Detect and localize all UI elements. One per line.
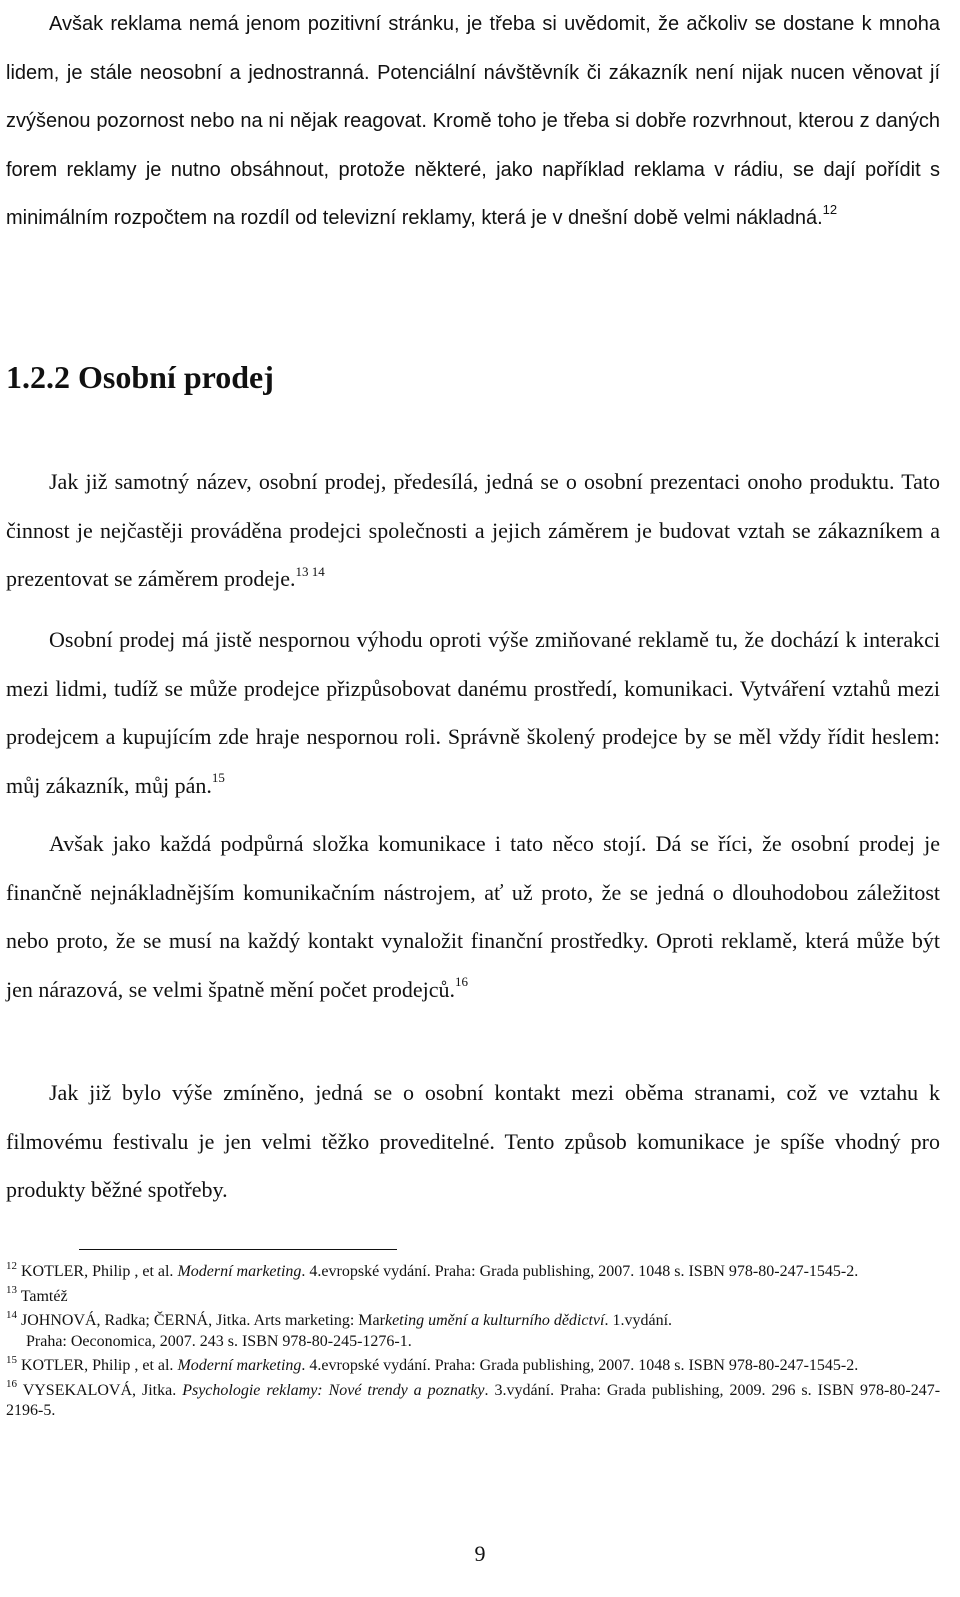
paragraph-personal-selling-cost bbox=[6, 820, 940, 1014]
footnote-text-line2: Praha: Oeconomica, 2007. 243 s. ISBN 978-80-245-1276-1. bbox=[26, 1332, 412, 1350]
footnote-text-rest: . 3.vydání. Praha: Grada publishing, 2009. 296 s. ISBN 978-80-247-2196-5. bbox=[6, 1381, 941, 1419]
paragraph-text: Avšak jako každá podpůrná složka komunikace i tato něco stojí. Dá se říci, že osobní prodej je finančně nejnákladnějším komunikačním nástrojem, ať už proto, že se jedná o dlouhodobou záležitost nebo proto, že se musí na každý kontakt vynaložit finanční prostředky. Oproti reklamě, která může být jen nárazová, se velmi špatně mění počet prodejců. bbox=[6, 831, 940, 1002]
paragraph-text: Jak již samotný název, osobní prodej, předesílá, jedná se o osobní prezentaci onoho produktu. Tato činnost je nejčastěji prováděna prodejci společnosti a jejich záměrem je budovat vztah se zákazníkem a prezentovat se záměrem prodeje. bbox=[6, 469, 940, 591]
footnote-title: Moderní marketing bbox=[177, 1263, 302, 1280]
paragraph-text: Jak již bylo výše zmíněno, jedná se o osobní kontakt mezi oběma stranami, což ve vztahu k filmovému festivalu je jen velmi těžko proveditelné. Tento způsob komunikace je spíše vhodný pro produkty běžné spotřeby. bbox=[6, 1080, 940, 1202]
footnote-item bbox=[6, 1378, 941, 1422]
footnote-text-rest: . 4.evropské vydání. Praha: Grada publishing, 2007. 1048 s. ISBN 978-80-247-1545-2. bbox=[301, 1357, 859, 1374]
footnote-text: KOTLER, Philip , et al. bbox=[21, 1263, 178, 1280]
paragraph-personal-selling-intro bbox=[6, 458, 940, 604]
footnote-text: VYSEKALOVÁ, Jitka. bbox=[22, 1381, 183, 1399]
footnote-text: KOTLER, Philip , et al. bbox=[21, 1357, 178, 1374]
footnote-ref[interactable]: 13 14 bbox=[295, 563, 325, 579]
footnote-item bbox=[6, 1259, 940, 1283]
footnote-text: JOHNOVÁ, Radka; ČERNÁ, Jitka. Arts marketing: Mar bbox=[21, 1312, 385, 1329]
paragraph-text: Avšak reklama nemá jenom pozitivní stránku, je třeba si uvědomit, že ačkoliv se dostane k mnoha lidem, je stále neosobní a jednostranná. Potenciální návštěvník či zákazník není nijak nucen věnovat jí zvýšenou pozornost nebo na ni nějak reagovat. Kromě toho je třeba si dobře rozvrhnout, kterou z daných forem reklamy je nutno obsáhnout, protože některé, jako například reklama v rádiu, se dají pořídit s minimálním rozpočtem na rozdíl od televizní reklamy, která je v dnešní době velmi nákladná. bbox=[6, 13, 940, 229]
footnote-title: keting umění a kulturního dědictví bbox=[384, 1312, 605, 1329]
footnote-ref[interactable]: 15 bbox=[211, 770, 225, 786]
footnote-item bbox=[6, 1308, 940, 1352]
footnote-item bbox=[6, 1353, 940, 1377]
footnote-ref[interactable]: 12 bbox=[822, 202, 838, 218]
footnote-title: Moderní marketing bbox=[177, 1357, 302, 1374]
page-number: 9 bbox=[474, 1541, 486, 1566]
footnote-separator bbox=[79, 1249, 397, 1250]
section-heading: 1.2.2 Osobní prodej bbox=[6, 359, 274, 395]
footnote-number: 15 bbox=[6, 1353, 17, 1366]
footnote-text-rest: . 1.vydání. bbox=[604, 1312, 673, 1329]
footnote-ref[interactable]: 16 bbox=[455, 974, 468, 990]
paragraph-film-festival bbox=[6, 1069, 940, 1215]
footnote-item bbox=[6, 1284, 940, 1308]
footnote-title: Psychologie reklamy: Nové trendy a poznatky bbox=[182, 1381, 485, 1399]
paragraph-personal-selling-advantage bbox=[6, 616, 940, 810]
footnote-text: Tamtéž bbox=[20, 1287, 68, 1305]
footnote-number: 16 bbox=[6, 1378, 17, 1391]
paragraph-text: Osobní prodej má jistě nespornou výhodu oproti výše zmiňované reklamě tu, že dochází k interakci mezi lidmi, tudíž se může prodejce přizpůsobovat danému prostředí, komunikaci. Vytváření vztahů mezi prodejcem a kupujícím zde hraje nespornou roli. Správně školený prodejce by se měl vždy řídit heslem: můj zákazník, můj pán. bbox=[6, 627, 940, 798]
paragraph-advertising-drawbacks bbox=[6, 0, 940, 243]
footnote-number: 12 bbox=[6, 1259, 17, 1272]
footnote-number: 14 bbox=[6, 1308, 17, 1321]
footnote-number: 13 bbox=[6, 1284, 17, 1297]
footnotes bbox=[6, 1259, 941, 1426]
footnote-text-rest: . 4.evropské vydání. Praha: Grada publishing, 2007. 1048 s. ISBN 978-80-247-1545-2. bbox=[301, 1263, 859, 1280]
